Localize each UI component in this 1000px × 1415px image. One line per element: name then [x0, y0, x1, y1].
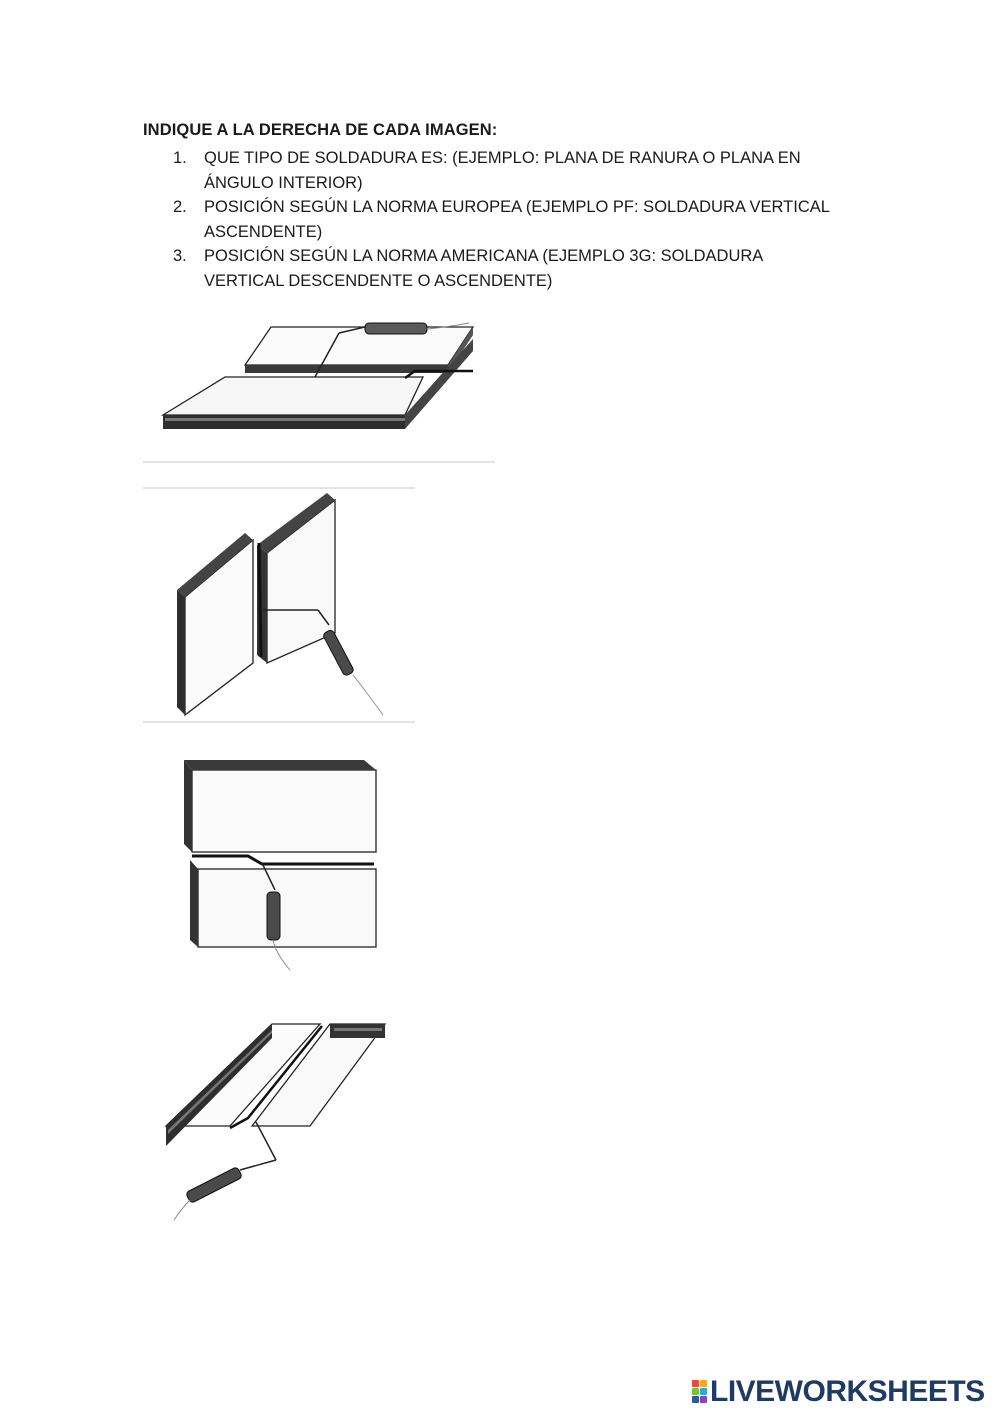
- logo-tile: [692, 1396, 699, 1403]
- logo-tile: [692, 1380, 699, 1387]
- logo-tile: [692, 1388, 699, 1395]
- instruction-text: QUE TIPO DE SOLDADURA ES: (EJEMPLO: PLANA DE RANURA O PLANA EN ÁNGULO INTERIOR): [204, 149, 801, 192]
- instruction-number: 3.: [173, 247, 187, 266]
- instruction-text: POSICIÓN SEGÚN LA NORMA EUROPEA (EJEMPLO PF: SOLDADURA VERTICAL ASCENDENTE): [204, 198, 830, 241]
- liveworksheets-logo: [692, 1376, 985, 1408]
- instruction-number: 1.: [173, 149, 187, 167]
- instruction-list: [143, 146, 843, 294]
- overhead-groove-weld-illustration: [160, 1018, 395, 1228]
- instruction-number: 2.: [173, 198, 187, 217]
- logo-tile: [700, 1396, 707, 1403]
- logo-tile: [700, 1388, 707, 1395]
- instruction-item: [143, 146, 843, 195]
- logo-mark-icon: [692, 1380, 707, 1404]
- logo-tile: [700, 1380, 707, 1387]
- logo-text: LIVEWORKSHEETS: [710, 1375, 985, 1408]
- flat-groove-weld-illustration: [143, 305, 498, 465]
- worksheet-heading: INDIQUE A LA DERECHA DE CADA IMAGEN:: [143, 121, 498, 139]
- horizontal-groove-weld-illustration: [178, 752, 423, 977]
- instruction-text: POSICIÓN SEGÚN LA NORMA AMERICANA (EJEMPLO 3G: SOLDADURA VERTICAL DESCENDENTE O ASCENDENTE): [204, 247, 763, 290]
- instruction-item: [143, 195, 843, 244]
- instruction-item: [143, 244, 843, 293]
- vertical-groove-weld-illustration: [143, 485, 418, 725]
